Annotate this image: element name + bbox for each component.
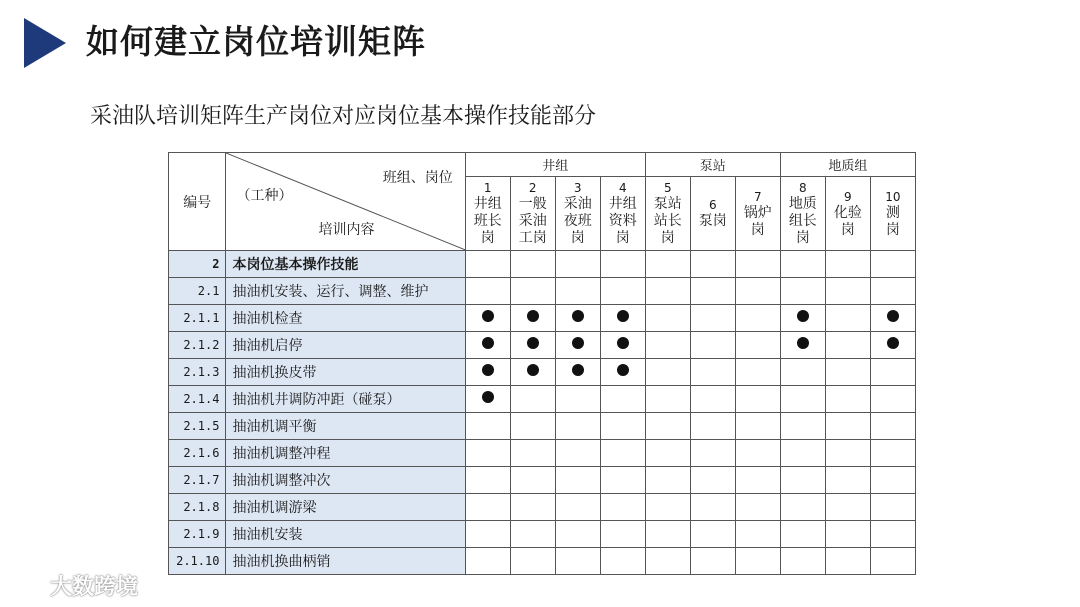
- matrix-cell: [555, 467, 600, 494]
- required-dot-icon: [797, 337, 809, 349]
- matrix-cell: [870, 521, 915, 548]
- page-subtitle: 采油队培训矩阵生产岗位对应岗位基本操作技能部分: [90, 104, 597, 129]
- matrix-cell: [690, 467, 735, 494]
- position-name-line: 岗: [840, 221, 855, 238]
- table-row: [169, 467, 916, 494]
- position-name-line: 岗: [615, 230, 630, 246]
- matrix-cell: [600, 494, 645, 521]
- position-number: 7: [753, 189, 762, 204]
- matrix-cell: [600, 548, 645, 575]
- required-dot-icon: [617, 337, 629, 349]
- position-name-line: 一般: [518, 196, 547, 212]
- position-name: [601, 195, 645, 248]
- matrix-cell: [600, 305, 645, 332]
- matrix-cell: [600, 467, 645, 494]
- training-content: 抽油机调整冲程: [226, 440, 465, 467]
- matrix-cell: [825, 386, 870, 413]
- training-content: 抽油机安装: [226, 521, 465, 548]
- matrix-cell: [555, 251, 600, 278]
- training-content: 抽油机换皮带: [226, 359, 465, 386]
- matrix-cell: [510, 548, 555, 575]
- logo-icon: [8, 575, 46, 597]
- matrix-cell: [555, 413, 600, 440]
- position-name-line: 地质: [788, 196, 817, 212]
- row-number: 2.1: [169, 278, 226, 305]
- matrix-cell: [780, 440, 825, 467]
- matrix-cell: [690, 548, 735, 575]
- diagonal-header-top-label: 班组、岗位: [382, 170, 453, 186]
- matrix-cell: [780, 521, 825, 548]
- matrix-cell: [645, 305, 690, 332]
- table-row: [169, 305, 916, 332]
- position-name: [781, 195, 825, 248]
- matrix-cell: [600, 521, 645, 548]
- matrix-cell: [690, 494, 735, 521]
- position-header: [645, 177, 690, 251]
- matrix-cell: [510, 521, 555, 548]
- matrix-cell: [510, 305, 555, 332]
- table-row: [169, 278, 916, 305]
- position-number: 5: [663, 181, 672, 195]
- matrix-cell: [735, 359, 780, 386]
- required-dot-icon: [527, 310, 539, 322]
- matrix-cell: [825, 440, 870, 467]
- row-number: 2.1.9: [169, 521, 226, 548]
- position-name-line: 泵站: [653, 196, 682, 212]
- matrix-cell: [600, 332, 645, 359]
- matrix-cell: [600, 440, 645, 467]
- matrix-cell: [510, 413, 555, 440]
- training-matrix-table: [168, 152, 916, 575]
- row-number: 2.1.8: [169, 494, 226, 521]
- matrix-cell: [870, 494, 915, 521]
- position-name-line: 班长: [473, 213, 502, 229]
- position-header: [690, 177, 735, 251]
- matrix-cell: [600, 251, 645, 278]
- table-row: [169, 440, 916, 467]
- diagonal-header-bottom-label: 培训内容: [318, 222, 375, 238]
- matrix-cell: [825, 521, 870, 548]
- matrix-cell: [825, 494, 870, 521]
- row-number: 2: [169, 251, 226, 278]
- matrix-cell: [780, 467, 825, 494]
- matrix-cell: [465, 467, 510, 494]
- matrix-cell: [645, 332, 690, 359]
- matrix-cell: [870, 278, 915, 305]
- matrix-cell: [465, 278, 510, 305]
- matrix-cell: [735, 278, 780, 305]
- matrix-cell: [870, 386, 915, 413]
- matrix-cell: [735, 386, 780, 413]
- required-dot-icon: [527, 337, 539, 349]
- position-name: [691, 212, 735, 231]
- matrix-cell: [870, 548, 915, 575]
- position-name-line: 锅炉: [743, 204, 772, 221]
- matrix-cell: [645, 521, 690, 548]
- matrix-cell: [555, 386, 600, 413]
- matrix-cell: [690, 251, 735, 278]
- matrix-cell: [555, 332, 600, 359]
- matrix-cell: [780, 494, 825, 521]
- matrix-cell: [780, 305, 825, 332]
- row-number: 2.1.1: [169, 305, 226, 332]
- position-number: 8: [799, 181, 807, 195]
- no-header: 编号: [169, 153, 226, 251]
- position-name-line: 资料: [608, 213, 637, 229]
- table-row: [169, 251, 916, 278]
- matrix-cell: [825, 332, 870, 359]
- required-dot-icon: [572, 364, 584, 376]
- matrix-cell: [690, 413, 735, 440]
- title-arrow-icon: [24, 18, 66, 68]
- matrix-cell: [735, 440, 780, 467]
- matrix-cell: [645, 386, 690, 413]
- training-content: 抽油机调平衡: [226, 413, 465, 440]
- matrix-cell: [465, 332, 510, 359]
- position-name-line: 夜班: [563, 213, 592, 229]
- matrix-cell: [870, 440, 915, 467]
- matrix-cell: [870, 305, 915, 332]
- required-dot-icon: [617, 310, 629, 322]
- matrix-cell: [690, 521, 735, 548]
- table-row: [169, 413, 916, 440]
- position-name: [826, 204, 870, 240]
- matrix-cell: [690, 278, 735, 305]
- group-header: 井组: [465, 153, 645, 177]
- position-name-line: 组长: [788, 213, 817, 229]
- position-header: [510, 177, 555, 251]
- position-number: 3: [573, 181, 582, 195]
- training-content: 抽油机启停: [226, 332, 465, 359]
- position-number: 2: [528, 181, 537, 195]
- matrix-cell: [690, 440, 735, 467]
- training-content: 本岗位基本操作技能: [226, 251, 465, 278]
- matrix-cell: [510, 467, 555, 494]
- matrix-cell: [465, 494, 510, 521]
- matrix-cell: [645, 548, 690, 575]
- watermark: [8, 570, 138, 601]
- matrix-cell: [780, 413, 825, 440]
- matrix-cell: [555, 305, 600, 332]
- matrix-cell: [870, 332, 915, 359]
- matrix-cell: [645, 494, 690, 521]
- required-dot-icon: [482, 337, 494, 349]
- matrix-cell: [465, 386, 510, 413]
- position-name-line: 采油: [563, 196, 592, 212]
- position-number: 6: [708, 198, 717, 212]
- matrix-cell: [735, 548, 780, 575]
- matrix-cell: [600, 278, 645, 305]
- matrix-cell: [465, 440, 510, 467]
- table-row: [169, 548, 916, 575]
- matrix-cell: [465, 359, 510, 386]
- position-header: [465, 177, 510, 251]
- matrix-cell: [825, 251, 870, 278]
- diagonal-header-mid-label: （工种）: [236, 188, 293, 204]
- diagonal-header: [226, 153, 465, 251]
- position-name-line: 化验: [833, 204, 862, 221]
- training-content: 抽油机安装、运行、调整、维护: [226, 278, 465, 305]
- matrix-cell: [510, 386, 555, 413]
- position-number: 10: [885, 189, 901, 204]
- matrix-cell: [690, 359, 735, 386]
- matrix-cell: [645, 278, 690, 305]
- matrix-cell: [690, 305, 735, 332]
- matrix-cell: [465, 305, 510, 332]
- position-name-line: 采油: [518, 213, 547, 229]
- position-name: [871, 204, 915, 240]
- matrix-cell: [735, 413, 780, 440]
- group-header-row: [169, 153, 916, 177]
- required-dot-icon: [482, 364, 494, 376]
- matrix-cell: [735, 332, 780, 359]
- matrix-cell: [780, 386, 825, 413]
- position-name-line: 井组: [473, 196, 502, 212]
- matrix-cell: [825, 413, 870, 440]
- required-dot-icon: [482, 391, 494, 403]
- row-number: 2.1.2: [169, 332, 226, 359]
- matrix-cell: [825, 305, 870, 332]
- position-header: [735, 177, 780, 251]
- training-matrix: [168, 152, 916, 575]
- matrix-cell: [645, 467, 690, 494]
- matrix-cell: [870, 359, 915, 386]
- position-name: [556, 195, 600, 248]
- row-number: 2.1.10: [169, 548, 226, 575]
- matrix-cell: [780, 359, 825, 386]
- matrix-cell: [465, 251, 510, 278]
- required-dot-icon: [887, 310, 899, 322]
- matrix-cell: [600, 359, 645, 386]
- matrix-cell: [825, 548, 870, 575]
- position-header: [600, 177, 645, 251]
- required-dot-icon: [527, 364, 539, 376]
- row-number: 2.1.3: [169, 359, 226, 386]
- matrix-cell: [555, 359, 600, 386]
- matrix-cell: [870, 251, 915, 278]
- training-content: 抽油机调整冲次: [226, 467, 465, 494]
- matrix-cell: [645, 440, 690, 467]
- position-name-line: 站长: [653, 213, 682, 229]
- group-header: 地质组: [780, 153, 915, 177]
- position-header: [780, 177, 825, 251]
- matrix-cell: [645, 251, 690, 278]
- position-name-line: 岗: [570, 230, 585, 246]
- required-dot-icon: [617, 364, 629, 376]
- required-dot-icon: [887, 337, 899, 349]
- position-header: [825, 177, 870, 251]
- matrix-cell: [735, 467, 780, 494]
- matrix-cell: [870, 413, 915, 440]
- matrix-cell: [555, 548, 600, 575]
- matrix-cell: [735, 305, 780, 332]
- position-name-line: 测: [885, 204, 900, 221]
- matrix-cell: [600, 413, 645, 440]
- table-row: [169, 359, 916, 386]
- row-number: 2.1.7: [169, 467, 226, 494]
- position-header: [870, 177, 915, 251]
- position-name-line: 泵岗: [698, 213, 727, 229]
- matrix-cell: [645, 413, 690, 440]
- required-dot-icon: [572, 337, 584, 349]
- position-name-line: 岗: [885, 221, 900, 238]
- matrix-cell: [555, 278, 600, 305]
- matrix-cell: [555, 521, 600, 548]
- table-row: [169, 386, 916, 413]
- matrix-cell: [780, 548, 825, 575]
- training-content: 抽油机调游梁: [226, 494, 465, 521]
- matrix-cell: [510, 440, 555, 467]
- row-number: 2.1.5: [169, 413, 226, 440]
- matrix-cell: [645, 359, 690, 386]
- position-name: [646, 195, 690, 248]
- matrix-cell: [825, 359, 870, 386]
- training-content: 抽油机换曲柄销: [226, 548, 465, 575]
- matrix-cell: [510, 359, 555, 386]
- training-content: 抽油机检查: [226, 305, 465, 332]
- matrix-cell: [465, 548, 510, 575]
- row-number: 2.1.6: [169, 440, 226, 467]
- group-header: 泵站: [645, 153, 780, 177]
- matrix-cell: [465, 521, 510, 548]
- matrix-cell: [735, 251, 780, 278]
- position-name-line: 井组: [608, 196, 637, 212]
- table-row: [169, 521, 916, 548]
- matrix-cell: [600, 386, 645, 413]
- row-number: 2.1.4: [169, 386, 226, 413]
- matrix-cell: [555, 494, 600, 521]
- matrix-cell: [465, 413, 510, 440]
- position-name: [511, 195, 555, 248]
- matrix-cell: [510, 332, 555, 359]
- page-title: 如何建立岗位培训矩阵: [86, 22, 426, 61]
- matrix-cell: [510, 494, 555, 521]
- position-name-line: 岗: [480, 230, 495, 246]
- matrix-cell: [690, 332, 735, 359]
- position-name-line: 岗: [795, 230, 810, 246]
- required-dot-icon: [797, 310, 809, 322]
- matrix-cell: [735, 521, 780, 548]
- table-row: [169, 494, 916, 521]
- matrix-cell: [780, 278, 825, 305]
- matrix-cell: [870, 467, 915, 494]
- position-name-line: 岗: [750, 221, 765, 238]
- required-dot-icon: [572, 310, 584, 322]
- matrix-cell: [735, 494, 780, 521]
- watermark-text: 大数跨境: [50, 575, 139, 600]
- position-number: 4: [618, 181, 627, 195]
- training-content: 抽油机井调防冲距（碰泵）: [226, 386, 465, 413]
- position-header: [555, 177, 600, 251]
- position-name: [466, 195, 510, 248]
- matrix-cell: [780, 332, 825, 359]
- position-name-line: 岗: [660, 230, 675, 246]
- matrix-cell: [825, 467, 870, 494]
- required-dot-icon: [482, 310, 494, 322]
- matrix-cell: [555, 440, 600, 467]
- matrix-cell: [510, 251, 555, 278]
- table-row: [169, 332, 916, 359]
- matrix-cell: [825, 278, 870, 305]
- matrix-cell: [690, 386, 735, 413]
- position-number: 9: [844, 189, 852, 204]
- position-name: [736, 204, 780, 240]
- matrix-cell: [780, 251, 825, 278]
- position-number: 1: [483, 181, 492, 195]
- matrix-cell: [510, 278, 555, 305]
- matrix-body: [169, 251, 916, 575]
- position-name-line: 工岗: [518, 230, 547, 246]
